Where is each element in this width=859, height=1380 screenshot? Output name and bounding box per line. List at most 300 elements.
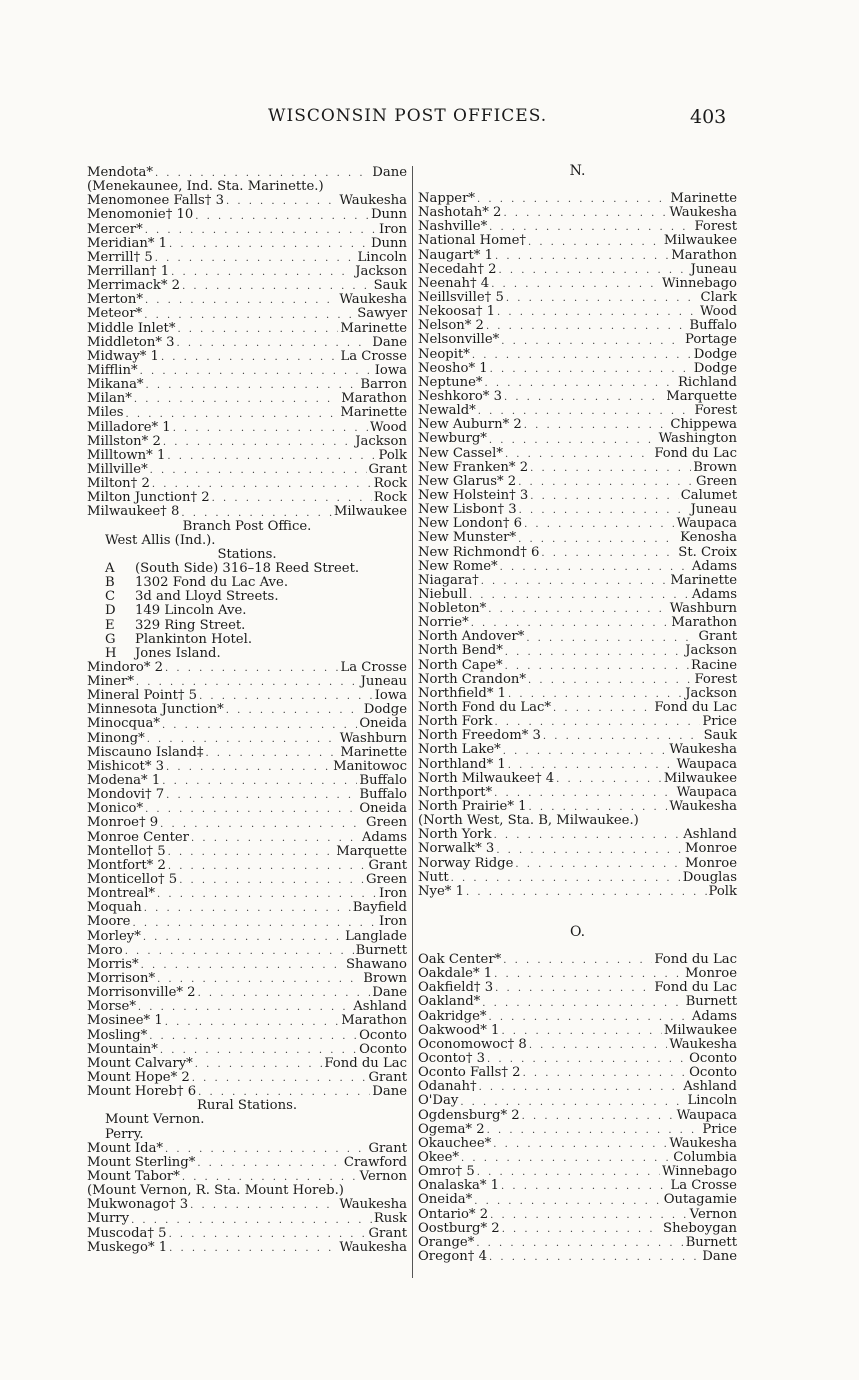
county-name: Price xyxy=(702,1121,737,1137)
dot-leader xyxy=(131,1214,372,1227)
dot-leader xyxy=(491,278,660,291)
right-column xyxy=(418,164,737,1264)
post-office-entry xyxy=(418,503,737,517)
county-name: Waupaca xyxy=(676,1107,737,1123)
county-name: Waupaca xyxy=(676,516,737,532)
county-name: Douglas xyxy=(682,869,737,885)
dot-leader xyxy=(141,959,344,972)
dot-leader xyxy=(162,719,357,732)
post-office-name: Neosho* 1 xyxy=(418,360,488,376)
page-header xyxy=(0,106,859,134)
post-office-entry xyxy=(87,166,407,180)
dot-leader xyxy=(477,193,668,206)
post-office-entry xyxy=(87,1014,407,1028)
post-office-name: Morse* xyxy=(87,999,136,1015)
dot-leader xyxy=(205,747,338,760)
station-address: 3d and Lloyd Streets. xyxy=(135,589,279,605)
post-office-entry xyxy=(418,531,737,545)
post-office-entry xyxy=(418,995,737,1009)
post-office-name: North Fork xyxy=(418,714,493,730)
county-name: Oconto xyxy=(689,1051,737,1066)
post-office-name: Orange* xyxy=(418,1234,475,1250)
post-office-entry xyxy=(87,944,407,958)
dot-leader xyxy=(499,264,689,277)
post-office-entry xyxy=(87,1043,407,1057)
dot-leader xyxy=(195,210,369,223)
dot-leader xyxy=(496,844,683,857)
county-name: Richland xyxy=(677,374,737,390)
dot-leader xyxy=(472,349,692,362)
county-name: Forest xyxy=(694,671,737,687)
county-name: Grant xyxy=(368,1225,407,1241)
dot-leader xyxy=(149,1030,357,1043)
post-office-entry xyxy=(87,845,407,859)
county-name: Dodge xyxy=(693,346,737,362)
post-office-entry xyxy=(87,208,407,222)
post-office-name: Millston* 2 xyxy=(87,433,161,449)
station-address: Jones Island. xyxy=(135,645,221,661)
post-office-entry xyxy=(87,378,407,392)
county-name: Dunn xyxy=(370,207,407,223)
post-office-name: Oakfield† 3 xyxy=(418,980,494,996)
post-office-entry xyxy=(418,729,737,743)
county-name: La Crosse xyxy=(340,659,407,675)
county-name: Waukesha xyxy=(339,193,407,209)
station-letter: H xyxy=(105,645,117,661)
county-name: Washburn xyxy=(339,730,407,746)
post-office-entry xyxy=(87,421,407,435)
dot-leader xyxy=(493,1138,667,1151)
dot-leader xyxy=(489,434,657,447)
post-office-name: Midway* 1 xyxy=(87,348,159,364)
post-office-name: Montreal* xyxy=(87,886,156,902)
post-office-entry xyxy=(418,1222,737,1236)
county-name: Jackson xyxy=(355,433,407,449)
post-office-entry xyxy=(418,758,737,772)
left-column xyxy=(87,166,407,1255)
stations-heading: Stations. xyxy=(217,546,277,562)
post-office-name: Neopit* xyxy=(418,346,470,362)
page-title: WISCONSIN POST OFFICES. xyxy=(268,106,548,126)
post-office-entry xyxy=(87,194,407,208)
post-office-entry xyxy=(418,659,737,673)
county-name: Dodge xyxy=(693,360,737,376)
county-name: Adams xyxy=(361,829,407,845)
county-name: Green xyxy=(696,473,737,489)
county-name: La Crosse xyxy=(340,348,407,364)
post-office-name: Milton† 2 xyxy=(87,476,150,492)
county-name: Juneau xyxy=(360,674,407,690)
dot-leader xyxy=(553,702,652,715)
branch-office: West Allis (Ind.). xyxy=(105,532,216,548)
post-office-name: Mendota* xyxy=(87,164,153,180)
post-office-entry xyxy=(87,746,407,760)
dot-leader xyxy=(490,1209,688,1222)
county-name: Kenosha xyxy=(680,530,737,546)
county-name: Grant xyxy=(368,461,407,477)
post-office-entry xyxy=(87,477,407,491)
county-name: Lincoln xyxy=(357,249,407,265)
county-name: Waukesha xyxy=(339,1239,407,1255)
dot-leader xyxy=(505,646,683,659)
post-office-entry xyxy=(418,967,737,981)
post-office-entry xyxy=(87,265,407,279)
post-office-entry xyxy=(418,857,737,871)
post-office-entry xyxy=(87,1000,407,1014)
post-office-entry xyxy=(87,915,407,929)
post-office-entry xyxy=(87,831,407,845)
county-name: Burnett xyxy=(355,942,407,958)
dot-leader xyxy=(147,733,338,746)
post-office-name: North Milwaukee† 4 xyxy=(418,770,555,786)
post-office-name: New Lisbon† 3 xyxy=(418,502,517,518)
post-office-name: New Holstein† 3 xyxy=(418,487,529,503)
post-office-entry xyxy=(418,560,737,574)
post-office-name: Mondovi† 7 xyxy=(87,787,165,803)
dot-leader xyxy=(482,997,683,1010)
county-name: Brown xyxy=(363,971,407,986)
post-office-name: Nashotah* 2 xyxy=(418,205,502,221)
post-office-name: O'Day xyxy=(418,1093,459,1109)
cross-reference-note: (Menekaunee, Ind. Sta. Marinette.) xyxy=(87,179,324,195)
county-name: Rusk xyxy=(373,1211,407,1227)
post-office-entry xyxy=(87,1057,407,1071)
post-office-name: Norrie* xyxy=(418,615,469,631)
dot-leader xyxy=(169,238,369,251)
post-office-entry xyxy=(87,873,407,887)
post-office-entry xyxy=(418,673,737,687)
post-office-name: Moquah xyxy=(87,900,142,916)
county-name: Langlade xyxy=(345,928,407,944)
county-name: Dane xyxy=(372,1084,407,1100)
dot-leader xyxy=(144,309,355,322)
post-office-name: Mosling* xyxy=(87,1027,148,1043)
post-office-entry xyxy=(87,958,407,972)
post-office-entry xyxy=(87,760,407,774)
station-entry xyxy=(87,604,407,618)
post-office-entry xyxy=(418,1094,737,1108)
post-office-name: Neshkoro* 3 xyxy=(418,388,502,404)
dot-leader xyxy=(143,931,343,944)
post-office-entry xyxy=(418,376,737,390)
post-office-name: Meteor* xyxy=(87,306,143,322)
post-office-entry xyxy=(418,687,737,701)
county-name: Fond du Lac xyxy=(654,445,737,461)
county-name: Portage xyxy=(685,332,737,348)
station-letter: D xyxy=(105,603,116,619)
dot-leader xyxy=(487,1124,701,1137)
dot-leader xyxy=(163,436,353,449)
post-office-name: Napper* xyxy=(418,190,475,206)
post-office-entry xyxy=(87,816,407,830)
post-office-name: Merrimack* 2 xyxy=(87,278,181,294)
post-office-name: Montfort* 2 xyxy=(87,857,166,873)
county-name: Lincoln xyxy=(687,1093,737,1109)
county-name: Vernon xyxy=(689,1206,737,1222)
post-office-entry xyxy=(418,800,737,814)
post-office-entry xyxy=(418,828,737,842)
post-office-name: Newburg* xyxy=(418,431,487,447)
post-office-name: Neenah† 4 xyxy=(418,275,490,291)
station-entry xyxy=(87,562,407,576)
cross-reference-note: (Mount Vernon, R. Sta. Mount Horeb.) xyxy=(87,1183,344,1199)
post-office-entry xyxy=(418,1179,737,1193)
dot-leader xyxy=(466,886,707,899)
post-office-name: Minnesota Junction* xyxy=(87,702,224,718)
post-office-entry xyxy=(418,1010,737,1024)
dot-leader xyxy=(145,803,357,816)
post-office-name: Neillsville† 5 xyxy=(418,289,504,305)
post-office-name: Merton* xyxy=(87,292,143,308)
post-office-entry xyxy=(418,616,737,630)
post-office-name: Onalaska* 1 xyxy=(418,1178,500,1194)
post-office-entry xyxy=(418,249,737,263)
post-office-entry xyxy=(418,1165,737,1179)
county-name: Waupaca xyxy=(676,756,737,772)
dot-leader xyxy=(199,690,373,703)
station-entry xyxy=(87,633,407,647)
county-name: Adams xyxy=(691,586,737,602)
county-name: Crawford xyxy=(343,1154,407,1170)
county-name: Marinette xyxy=(670,190,737,206)
post-office-entry xyxy=(418,1236,737,1250)
station-address: 1302 Fond du Lac Ave. xyxy=(135,575,289,591)
post-office-name: Muscoda† 5 xyxy=(87,1225,167,1241)
county-name: Wood xyxy=(700,304,737,320)
post-office-name: Middle Inlet* xyxy=(87,320,176,336)
post-office-name: Niagara† xyxy=(418,572,479,588)
post-office-name: Northfield* 1 xyxy=(418,685,507,701)
post-office-name: Milwaukee† 8 xyxy=(87,504,180,520)
dot-leader xyxy=(173,422,368,435)
post-office-name: Mount Ida* xyxy=(87,1140,164,1156)
post-office-name: Miles xyxy=(87,405,124,421)
county-name: Oconto xyxy=(359,1027,407,1043)
dot-leader xyxy=(226,704,362,717)
post-office-name: Morris* xyxy=(87,956,139,972)
post-office-name: Mineral Point† 5 xyxy=(87,688,198,704)
county-name: Burnett xyxy=(685,1234,737,1250)
county-name: Dane xyxy=(372,985,407,1001)
county-name: Sauk xyxy=(373,278,407,294)
post-office-name: Monico* xyxy=(87,801,144,817)
post-office-name: Morley* xyxy=(87,928,141,944)
dot-leader xyxy=(145,224,377,237)
county-name: Dane xyxy=(702,1248,737,1264)
dot-leader xyxy=(477,1166,660,1179)
dot-leader xyxy=(133,917,378,930)
post-office-name: Monticello† 5 xyxy=(87,872,178,888)
post-office-name: Odanah† xyxy=(418,1079,477,1095)
dot-leader xyxy=(501,1025,661,1038)
post-office-name: New London† 6 xyxy=(418,516,523,532)
post-office-name: Norway Ridge xyxy=(418,855,514,871)
post-office-entry xyxy=(87,930,407,944)
post-office-entry xyxy=(418,404,737,418)
post-office-entry xyxy=(418,305,737,319)
post-office-name: Oakwood* 1 xyxy=(418,1022,500,1038)
post-office-entry xyxy=(418,1123,737,1137)
post-office-entry xyxy=(418,588,737,602)
post-office-name: Oak Center* xyxy=(418,952,502,968)
post-office-name: Okauchee* xyxy=(418,1135,492,1151)
county-name: Ashland xyxy=(353,999,407,1015)
county-name: Sheboygan xyxy=(663,1220,737,1236)
county-name: Racine xyxy=(691,657,737,673)
post-office-name: National Home† xyxy=(418,233,526,249)
post-office-entry xyxy=(87,802,407,816)
dot-leader xyxy=(167,450,376,463)
post-office-entry xyxy=(87,1212,407,1226)
post-office-name: North York xyxy=(418,827,492,843)
post-office-entry xyxy=(418,1109,737,1123)
post-office-name: Mifflin* xyxy=(87,362,138,378)
dot-leader xyxy=(495,982,652,995)
dot-leader xyxy=(190,1199,337,1212)
county-name: Waukesha xyxy=(669,742,737,758)
dot-leader xyxy=(461,1152,671,1165)
post-office-name: North Fond du Lac* xyxy=(418,700,551,716)
county-name: Burnett xyxy=(685,994,737,1010)
post-office-entry xyxy=(87,788,407,802)
dot-leader xyxy=(528,236,662,249)
post-office-name: Ogdensburg* 2 xyxy=(418,1107,520,1123)
county-name: Marinette xyxy=(340,744,407,760)
county-name: Marquette xyxy=(666,388,737,404)
post-office-name: Menomonee Falls† 3 xyxy=(87,193,224,209)
county-name: Brown xyxy=(693,459,737,475)
post-office-entry xyxy=(87,986,407,1000)
post-office-entry xyxy=(87,732,407,746)
post-office-entry xyxy=(87,463,407,477)
post-office-entry xyxy=(418,1066,737,1080)
post-office-name: Mosinee* 1 xyxy=(87,1013,163,1029)
county-name: Price xyxy=(702,714,737,730)
post-office-name: Nashville* xyxy=(418,219,488,235)
county-name: Ashland xyxy=(683,1079,737,1095)
post-office-name: Minocqua* xyxy=(87,716,160,732)
county-name: Sawyer xyxy=(357,306,407,322)
post-office-entry xyxy=(418,1052,737,1066)
post-office-name: Milladore* 1 xyxy=(87,419,171,435)
dot-leader xyxy=(171,266,353,279)
post-office-name: Mishicot* 3 xyxy=(87,758,165,774)
county-name: Fond du Lac xyxy=(654,952,737,968)
dot-leader xyxy=(504,391,664,404)
post-office-entry xyxy=(87,1085,407,1099)
post-office-name: Oakridge* xyxy=(418,1008,487,1024)
post-office-entry xyxy=(418,1137,737,1151)
post-office-entry xyxy=(418,475,737,489)
post-office-entry xyxy=(418,362,737,376)
dot-leader xyxy=(144,902,351,915)
county-name: Waukesha xyxy=(669,1135,737,1151)
dot-leader xyxy=(541,547,676,560)
post-office-entry xyxy=(418,786,737,800)
county-name: Waukesha xyxy=(669,205,737,221)
station-address: 329 Ring Street. xyxy=(135,617,246,633)
station-letter: B xyxy=(105,575,115,591)
dot-leader xyxy=(166,789,357,802)
county-name: Bayfield xyxy=(352,900,407,916)
dot-leader xyxy=(503,954,652,967)
post-office-entry xyxy=(87,406,407,420)
county-name: Green xyxy=(366,815,407,831)
county-name: Iowa xyxy=(374,688,407,704)
post-office-name: Omro† 5 xyxy=(418,1164,475,1180)
county-name: Oconto xyxy=(359,1041,407,1057)
post-office-name: Necedah† 2 xyxy=(418,261,497,277)
post-office-entry xyxy=(418,981,737,995)
dot-leader xyxy=(134,393,339,406)
post-office-entry xyxy=(87,307,407,321)
county-name: Grant xyxy=(698,629,737,645)
county-name: Marathon xyxy=(671,247,737,263)
post-office-entry xyxy=(418,885,737,899)
post-office-entry xyxy=(87,251,407,265)
county-name: Milwaukee xyxy=(663,770,737,786)
post-office-entry xyxy=(87,237,407,251)
county-name: Forest xyxy=(694,403,737,419)
post-office-entry xyxy=(87,350,407,364)
county-name: Iron xyxy=(379,221,407,237)
post-office-name: Oneida* xyxy=(418,1192,473,1208)
county-name: Oneida xyxy=(359,801,407,817)
dot-leader xyxy=(497,306,698,319)
dot-leader xyxy=(528,674,692,687)
dot-leader xyxy=(529,1039,668,1052)
dot-leader xyxy=(524,419,669,432)
post-office-entry xyxy=(87,336,407,350)
station-letter: C xyxy=(105,589,116,605)
county-name: Manitowoc xyxy=(333,758,407,774)
county-name: Ashland xyxy=(683,827,737,843)
county-name: Dane xyxy=(372,164,407,180)
post-office-name: Morrisonville* 2 xyxy=(87,985,196,1001)
post-office-name: Neptune* xyxy=(418,374,483,390)
county-name: Waukesha xyxy=(669,799,737,815)
post-office-entry xyxy=(418,645,737,659)
dot-leader xyxy=(488,603,667,616)
dot-leader xyxy=(195,1058,323,1071)
post-office-entry xyxy=(418,390,737,404)
post-office-entry xyxy=(418,1193,737,1207)
post-office-name: Mount Hope* 2 xyxy=(87,1069,190,1085)
dot-leader xyxy=(506,292,699,305)
county-name: Dodge xyxy=(363,702,407,718)
post-office-entry xyxy=(418,348,737,362)
post-office-name: New Auburn* 2 xyxy=(418,417,522,433)
county-name: Jackson xyxy=(685,685,737,701)
dot-leader xyxy=(198,987,371,1000)
post-office-entry xyxy=(418,772,737,786)
post-office-entry xyxy=(418,574,737,588)
dot-leader xyxy=(476,1237,683,1250)
county-name: Buffalo xyxy=(359,773,407,789)
county-name: Iron xyxy=(379,914,407,930)
post-office-name: New Franken* 2 xyxy=(418,459,529,475)
post-office-entry xyxy=(418,1208,737,1222)
dot-leader xyxy=(226,195,337,208)
post-office-name: Moro xyxy=(87,942,123,958)
post-office-name: New Richmond† 6 xyxy=(418,544,540,560)
post-office-entry xyxy=(87,887,407,901)
dot-leader xyxy=(522,1110,675,1123)
dot-leader xyxy=(165,662,338,675)
page-number: 403 xyxy=(690,106,727,128)
post-office-entry xyxy=(418,206,737,220)
county-name: La Crosse xyxy=(670,1178,737,1194)
